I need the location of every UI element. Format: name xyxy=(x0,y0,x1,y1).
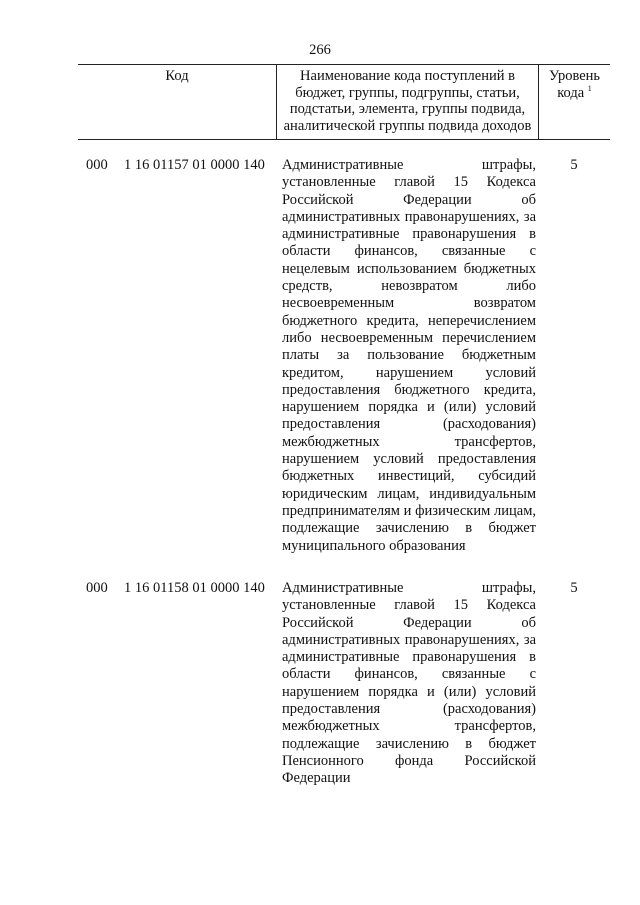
description-line: бюджетного кредита, неперечислением xyxy=(282,312,536,329)
header-level-line xyxy=(539,85,610,102)
description-line: средств, невозвратом либо xyxy=(282,278,536,295)
description-line: административных правонарушениях, за xyxy=(282,208,536,225)
code-level: 5 xyxy=(570,157,578,173)
description-line: предоставления (расходования) xyxy=(282,701,536,718)
description-line: несвоевременным возвратом xyxy=(282,295,536,312)
header-name-line: Наименование кода поступлений в xyxy=(300,68,515,84)
description-line: нарушением порядка и (или) условий xyxy=(282,399,536,416)
header-code-label: Код xyxy=(165,68,189,84)
header-name-line: бюджет, группы, подгруппы, статьи, xyxy=(295,84,520,101)
description-line: подлежащие зачислению в бюджет xyxy=(282,520,536,537)
header-level-word: кода xyxy=(557,84,585,101)
description-line: Административные штрафы, xyxy=(282,157,536,173)
code-level: 5 xyxy=(570,580,578,596)
page-number: 266 xyxy=(309,42,331,58)
description-line: юридическим лицам, индивидуальным xyxy=(282,485,536,502)
description-line: подлежащие зачислению в бюджет xyxy=(282,735,536,752)
description-line: Российской Федерации об xyxy=(282,191,536,208)
description-line: кредитом, нарушением условий xyxy=(282,364,536,381)
admin-code: 000 xyxy=(86,157,108,173)
description-line: нарушением условий предоставления xyxy=(282,451,536,468)
description-line: установленные главой 15 Кодекса xyxy=(282,174,536,191)
description-line: административные правонарушения в xyxy=(282,649,536,666)
description-line: платы за пользование бюджетным xyxy=(282,347,536,364)
revenue-description xyxy=(282,580,536,788)
description-line: предоставления бюджетного кредита, xyxy=(282,381,536,398)
description-line: нарушением порядка и (или) условий xyxy=(282,683,536,700)
header-level-cell xyxy=(539,65,610,139)
description-line: межбюджетных трансфертов, xyxy=(282,433,536,450)
header-level-line: Уровень xyxy=(548,68,601,84)
header-name-line: подстатьи, элемента, группы подвида, xyxy=(289,101,526,117)
description-line: области финансов, связанные с xyxy=(282,666,536,683)
description-line: межбюджетных трансфертов, xyxy=(282,718,536,735)
revenue-description xyxy=(282,157,536,555)
description-line: административных правонарушениях, за xyxy=(282,631,536,648)
revenue-code: 1 16 01157 01 0000 140 xyxy=(124,157,265,173)
description-line: муниципального образования xyxy=(282,537,466,554)
admin-code: 000 xyxy=(86,580,108,596)
description-line: Пенсионного фонда Российской xyxy=(282,752,536,769)
description-line: административные правонарушения в xyxy=(282,226,536,243)
description-line: области финансов, связанные с xyxy=(282,243,536,260)
header-name-line: аналитической группы подвида доходов xyxy=(283,117,532,134)
header-name-cell xyxy=(277,65,539,139)
description-line: Российской Федерации об xyxy=(282,614,536,631)
description-line: нецелевым использованием бюджетных xyxy=(282,260,536,277)
description-line: бюджетных инвестиций, субсидий xyxy=(282,468,536,485)
description-line: предоставления (расходования) xyxy=(282,416,536,433)
description-line: Административные штрафы, xyxy=(282,580,536,596)
description-line: предпринимателям и физическим лицам, xyxy=(282,502,536,519)
description-line: установленные главой 15 Кодекса xyxy=(282,597,536,614)
description-line: Федерации xyxy=(282,770,351,787)
footnote-marker: 1 xyxy=(587,83,592,93)
header-code-cell xyxy=(78,65,277,139)
table-header xyxy=(78,64,610,140)
revenue-code: 1 16 01158 01 0000 140 xyxy=(124,580,265,596)
description-line: либо несвоевременным перечислением xyxy=(282,329,536,346)
